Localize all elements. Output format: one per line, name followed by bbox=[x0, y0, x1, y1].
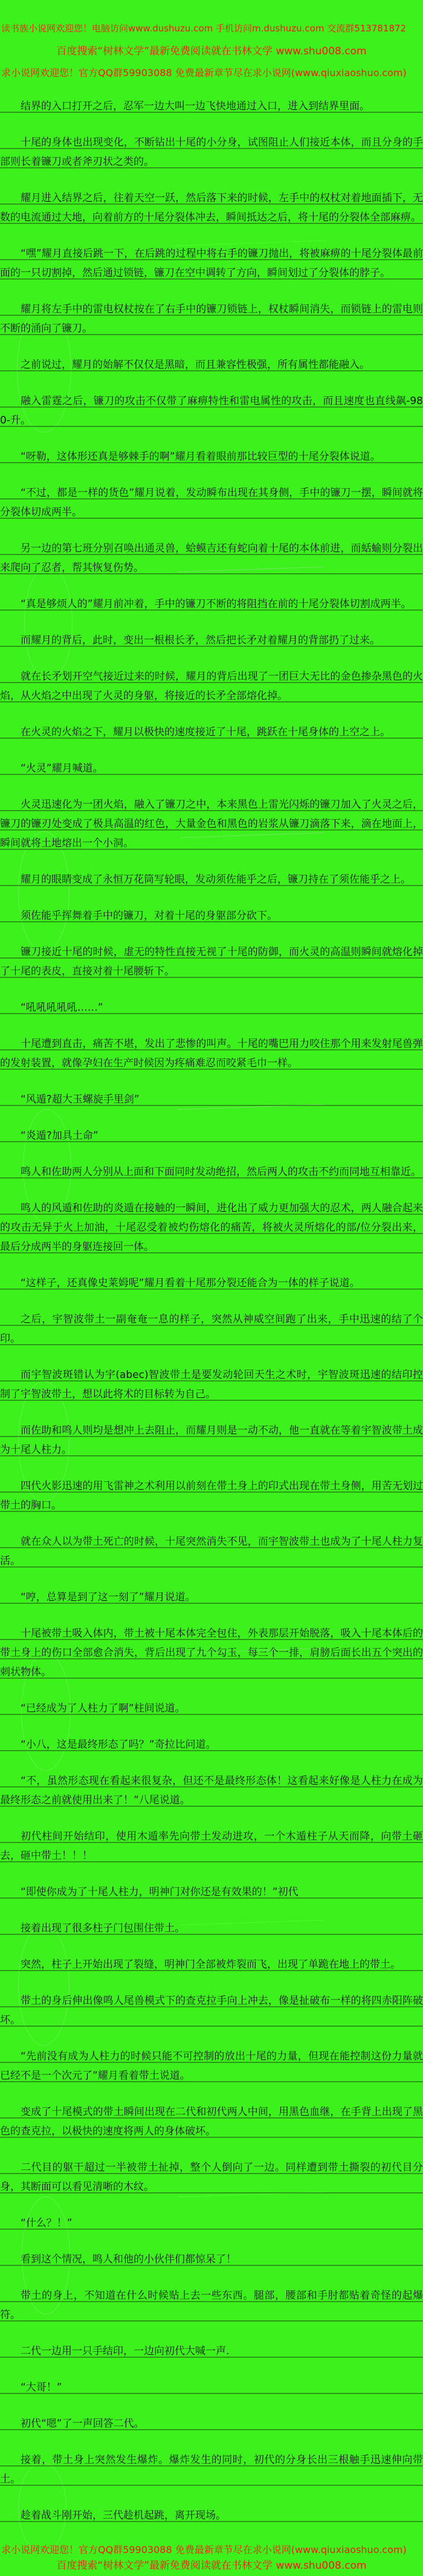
promo-line-qiuxiaoshuo: 求小说网欢迎您！官方QQ群59903088 免费最新章节尽在求小说网(www.qiuxiaoshuo.com) bbox=[1, 67, 407, 79]
paragraph: 耀月进入结界之后，往着天空一跃，然后落下来的时候，左手中的权杖对着地面插下，无数的电流通过大地，向着前方的十尾分裂体冲去，瞬间抵达之后，将十尾的分裂体全部麻痹。 bbox=[0, 188, 423, 227]
paragraph: 二代一边用一只手结印，一边向初代大喊一声. bbox=[0, 2342, 423, 2361]
paragraph: 之前说过，耀月的始解不仅仅是黑暗，而且兼容性极强，所有属性都能融入。 bbox=[0, 355, 423, 375]
paragraph: “即使你成为了十尾人柱力，明神门对你还是有效果的！”初代 bbox=[0, 1882, 423, 1902]
paragraph: “不过，都是一样的货色”耀月说着，发动瞬布出现在其身侧，手中的镰刀一摆，瞬间就将分裂体切成两半。 bbox=[0, 483, 423, 522]
paragraph: 融入雷霆之后，镰刀的攻击不仅带了麻痹特性和雷电属性的攻击，而且速度也直线飙-980-升。 bbox=[0, 391, 423, 430]
chapter-text bbox=[0, 97, 423, 2525]
paragraph: 看到这个情况，鸣人和他的小伙伴们都惊呆了！ bbox=[0, 2250, 423, 2269]
promo-line-qiuxiaoshuo-footer: 求小说网欢迎您！官方QQ群59903088 免费最新章节尽在求小说网(www.qiuxiaoshuo.com) bbox=[1, 2544, 407, 2555]
paragraph: “呀勒，这体形还真是够棘手的啊”耀月看着眼前那比较巨型的十尾分裂体说道。 bbox=[0, 447, 423, 466]
paragraph: “嘿”耀月直接后跳一下，在后跳的过程中将右手的镰刀抛出，将被麻痹的十尾分裂体最前面的一只切割掉，然后通过锁链，镰刀在空中调转了方向，瞬间划过了分裂体的脖子。 bbox=[0, 244, 423, 283]
paragraph: 而耀月的背后，此时，变出一根根长矛，然后把长矛对着耀月的背部扔了过来。 bbox=[0, 631, 423, 650]
paragraph: “小八，这是最终形态了吗？”奇拉比问道。 bbox=[0, 1735, 423, 1754]
paragraph: “真是够烦人的”耀月前冲着，手中的镰刀不断的将阻挡在前的十尾分裂体切割成两半。 bbox=[0, 594, 423, 614]
paragraph: 二代目的躯干超过一半被带土扯掉，整个人倒向了一边。同样遭到带土撕裂的初代目分身，其断面可以看见清晰的木纹。 bbox=[0, 2158, 423, 2197]
paragraph: “这样子，还真像史莱姆呢”耀月看着十尾那分裂还能合为一体的样子说道。 bbox=[0, 1274, 423, 1293]
site-promo-footer bbox=[0, 2542, 423, 2574]
paragraph: “火灵”耀月喊道。 bbox=[0, 759, 423, 778]
promo-line-dushuzu: 读书族小说网欢迎您！电脑访问www.dushuzu.com 手机访问m.dushuzu.com 交流群513781872 bbox=[1, 23, 407, 34]
paragraph: 就在众人以为带土死亡的时候，十尾突然消失不见，而宇智波带土也成为了十尾人柱力复活。 bbox=[0, 1532, 423, 1571]
paragraph: 初代“嗯”了一声回答二代。 bbox=[0, 2414, 423, 2433]
paragraph: 火灵迅速化为一团火焰，融入了镰刀之中，本来黑色上雷光闪烁的镰刀加入了火灵之后，镰刀的镰刃处变成了极具高温的红色，大量金色和黑色的岩浆从镰刀滴落下来，滴在地面上，瞬间就将土地熔出一个小洞。 bbox=[0, 795, 423, 853]
paragraph: 在火灵的火焰之下，耀月以极快的速度接近了十尾，跳跃在十尾身体的上空之上。 bbox=[0, 723, 423, 742]
paragraph: “吼吼吼吼吼……” bbox=[0, 998, 423, 1017]
paragraph: 四代火影迅速的用飞雷神之术利用以前刻在带土身上的印式出现在带土身侧，用苦无划过带土的胸口。 bbox=[0, 1476, 423, 1515]
paragraph: 须佐能乎挥舞着手中的镰刀，对着十尾的身躯部分砍下。 bbox=[0, 906, 423, 926]
paragraph: 镰刀接近十尾的时候，虚无的特性直接无视了十尾的防御，而火灵的高温则瞬间就熔化掉了十尾的表皮，直接对着十尾腰斩下。 bbox=[0, 942, 423, 981]
paragraph: “已经成为了人柱力了啊”柱间说道。 bbox=[0, 1699, 423, 1718]
paragraph: 变成了十尾模式的带土瞬间出现在二代和初代两人中间，用黑色血继，在手背上出现了黑色的查克拉，以极快的速度将两人的身体破坏。 bbox=[0, 2102, 423, 2141]
paragraph: “不，虽然形态现在看起来很复杂，但还不是最终形态体！这看起来好像是人柱力在成为最终形态之前就使用出来了！”八尾说道。 bbox=[0, 1771, 423, 1810]
paragraph: 带土的身后伸出像鸣人尾兽模式下的查克拉手向上冲去，像是扯破布一样的将四赤阳阵破坏。 bbox=[0, 1991, 423, 2030]
paragraph: “哼，总算是到了这一刻了”耀月说道。 bbox=[0, 1588, 423, 1607]
paragraph: 而宇智波斑错认为宇(abec)智波带土是要发动轮回天生之术时，宇智波斑迅速的结印控制了宇智波带土，想以此将术的目标转为自己。 bbox=[0, 1365, 423, 1404]
paragraph: 耀月的眼睛变成了永恒万花筒写轮眼，发动须佐能乎之后，镰刀持在了须佐能乎之上。 bbox=[0, 870, 423, 889]
paragraph: 鸣人的风遁和佐助的炎遁在接触的一瞬间，进化出了威力更加强大的忍术，两人融合起来的攻击无异于火上加油，十尾忍受着被灼伤熔化的痛苦，将被火灵所熔化的部/位分裂出来，最后分成两半的身躯连接回一体。 bbox=[0, 1199, 423, 1257]
paragraph: 十尾被带土吸入体内，带土被十尾本体完全包住，外表那层开始脱落，吸入十尾本体后的带土身上的伤口全部愈合消失，背后出现了九个勾玉，每三个一排，肩膀后面长出五个突出的刺状物体。 bbox=[0, 1624, 423, 1682]
site-promo-header bbox=[0, 22, 423, 80]
paragraph: 十尾遭到直击，痛苦不堪，发出了悲惨的叫声。十尾的嘴巴用力咬住那个用来发射尾兽弹的发射装置，就像孕妇在生产时候因为疼痛难忍而咬紧毛巾一样。 bbox=[0, 1034, 423, 1073]
paragraph: “炎遁?加具土命” bbox=[0, 1126, 423, 1145]
paragraph: 突然，柱子上开始出现了裂缝，明神门全部被炸裂而飞，出现了单跪在地上的带土。 bbox=[0, 1955, 423, 1974]
paragraph: 就在长矛划开空气接近过来的时候，耀月的背后出现了一团巨大无比的金色掺杂黑色的火焰，从火焰之中出现了火灵的身躯，将接近的长矛全部熔化掉。 bbox=[0, 667, 423, 706]
paragraph: 接着出现了很多柱子门包围住带土。 bbox=[0, 1919, 423, 1938]
paragraph: 鸣人和佐助两人分别从上面和下面同时发动绝招，然后两人的攻击不约而同地互相靠近。 bbox=[0, 1162, 423, 1182]
paragraph: “大哥！” bbox=[0, 2378, 423, 2397]
paragraph: 耀月将左手中的雷电权杖按在了右手中的镰刀锁链上，权杖瞬间消失，而锁链上的雷电则不断的涌向了镰刀。 bbox=[0, 300, 423, 338]
paragraph: 而佐助和鸣人则均是想冲上去阻止，而耀月则是一动不动，他一直就在等着宇智波带土成为十尾人柱力。 bbox=[0, 1421, 423, 1460]
paragraph: 十尾的身体也出现变化，不断钻出十尾的小分身，试图阻止人们接近本体，而且分身的手部则长着镰刀或者斧刃状之类的。 bbox=[0, 133, 423, 172]
novel-reader-page bbox=[0, 22, 423, 2576]
paragraph: 之后，宇智波带土一副奄奄一息的样子，突然从神威空间跑了出来，手中迅速的结了个印。 bbox=[0, 1310, 423, 1348]
paragraph: “风遁?超大玉螺旋手里剑” bbox=[0, 1090, 423, 1109]
paragraph: “先前没有成为人柱力的时候只能不可控制的放出十尾的力量，但现在能控制这份力量就已经不是一个次元了”耀月看着带土说道。 bbox=[0, 2047, 423, 2085]
paragraph: 初代柱间开始结印，使用木遁率先向带土发动进攻，一个木遁柱子从天而降，向带土砸去，砸中带土！！！ bbox=[0, 1827, 423, 1866]
paragraph: 另一边的第七班分别召唤出通灵兽，蛤蟆吉还有蛇向着十尾的本体前进，而蛞蝓则分裂出来爬向了忍者，帮其恢复伤势。 bbox=[0, 539, 423, 578]
paragraph: 结界的入口打开之后，忍军一边大叫一边飞快地通过入口，进入到结界里面。 bbox=[0, 97, 423, 116]
paragraph: “什么？！” bbox=[0, 2214, 423, 2233]
promo-line-shulin-footer: 百度搜索“树林文学”最新免费阅读就在书林文学 www.shu008.com bbox=[56, 2560, 367, 2572]
paragraph: 趁着战斗刚开始，三代趁机起跳，离开现场。 bbox=[0, 2506, 423, 2525]
paragraph: 带土的身上，不知道在什么时候贴上去一些东西。腿部，腰部和手肘都贴着奇怪的起爆符。 bbox=[0, 2286, 423, 2325]
page-container bbox=[0, 22, 423, 2574]
promo-line-shulin: 百度搜索“树林文学”最新免费阅读就在书林文学 www.shu008.com bbox=[56, 45, 367, 57]
paragraph: 接着，带土身上突然发生爆炸。爆炸发生的同时，初代的分身长出三根触手迅速伸向带土。 bbox=[0, 2450, 423, 2489]
